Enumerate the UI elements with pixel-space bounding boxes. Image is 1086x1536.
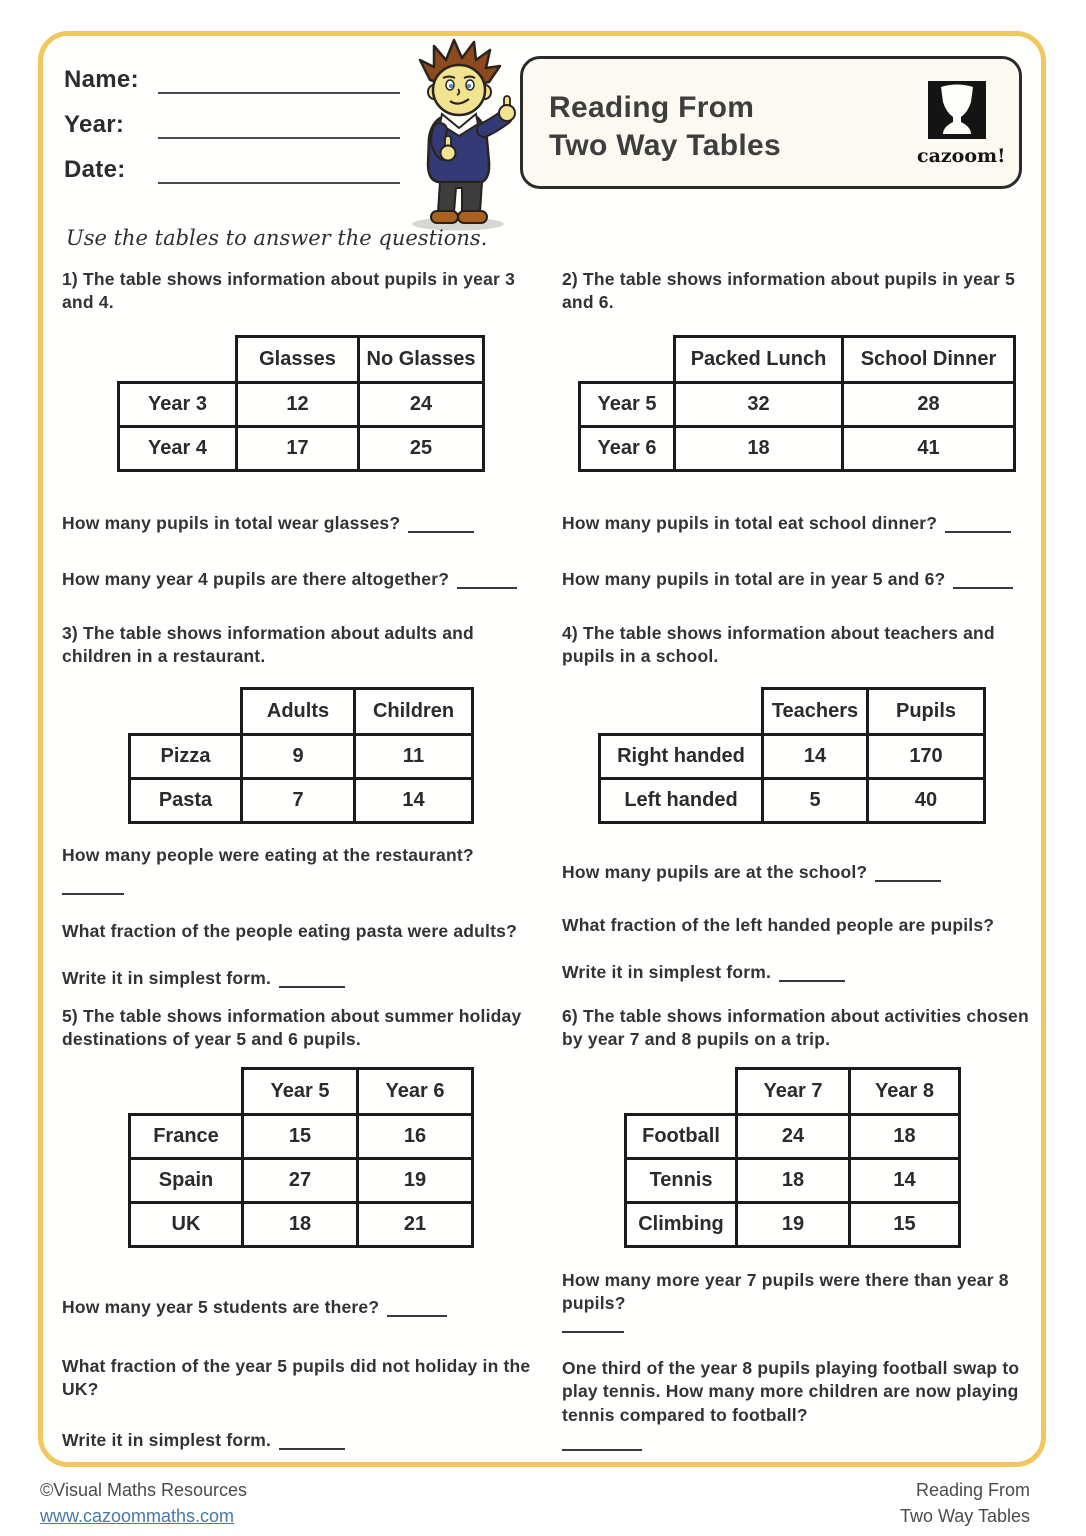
answer-blank xyxy=(279,978,345,988)
table-value-cell: 17 xyxy=(237,426,359,470)
copyright-text: ©Visual Maths Resources xyxy=(40,1480,248,1500)
table-col-header: Pupils xyxy=(868,688,985,734)
sub-question-text: How many people were eating at the restaurant? xyxy=(62,844,474,865)
table-value-cell: 14 xyxy=(355,778,473,822)
sub-question-text: Write it in simplest form. xyxy=(62,1430,272,1451)
question-block-3 xyxy=(62,622,562,990)
table-col-header: Packed Lunch xyxy=(675,336,843,382)
table-corner-cell xyxy=(119,336,237,382)
sub-question xyxy=(62,967,562,990)
date-row xyxy=(64,156,414,184)
table-value-cell: 14 xyxy=(763,734,868,778)
two-way-table-q4 xyxy=(598,687,986,824)
sub-question-text: How many year 5 students are there? xyxy=(62,1296,380,1317)
table-value-cell: 18 xyxy=(675,426,843,470)
table-col-header: Glasses xyxy=(237,336,359,382)
sub-question xyxy=(562,961,1062,984)
table-value-cell: 5 xyxy=(763,778,868,822)
date-label: Date: xyxy=(64,156,126,183)
table-row-label: Year 6 xyxy=(580,426,675,470)
table-row-label: Year 3 xyxy=(119,382,237,426)
table-value-cell: 40 xyxy=(868,778,985,822)
title-box xyxy=(520,56,1022,189)
table-row-label: Year 4 xyxy=(119,426,237,470)
name-label: Name: xyxy=(64,66,139,93)
answer-blank xyxy=(62,893,124,895)
footer-right xyxy=(900,1477,1030,1529)
sub-question xyxy=(62,568,562,591)
sub-question xyxy=(62,1296,562,1319)
footer-left xyxy=(40,1477,247,1529)
sub-question-text: How many more year 7 pupils were there than year 8 pupils? xyxy=(562,1269,1009,1313)
instruction-text: Use the tables to answer the questions. xyxy=(66,226,488,250)
sub-question-text: How many pupils in total are in year 5 and 6? xyxy=(562,568,946,589)
table-col-header: Teachers xyxy=(763,688,868,734)
table-col-header: School Dinner xyxy=(843,336,1015,382)
table-corner-cell xyxy=(580,336,675,382)
sub-question xyxy=(62,512,562,535)
sub-question xyxy=(562,512,1062,535)
table-value-cell: 12 xyxy=(237,382,359,426)
drum-icon xyxy=(928,81,986,139)
table-value-cell: 32 xyxy=(675,382,843,426)
sub-question-text: Write it in simplest form. xyxy=(62,968,272,989)
table-row-label: Pasta xyxy=(130,778,242,822)
answer-blank xyxy=(945,523,1011,533)
sub-question-text: Write it in simplest form. xyxy=(562,962,772,983)
two-way-table-q6 xyxy=(624,1067,961,1248)
two-way-table-q5 xyxy=(128,1067,474,1248)
cartoon-boy-svg xyxy=(393,34,525,232)
table-row-label: Tennis xyxy=(626,1158,737,1202)
table-col-header: Adults xyxy=(242,688,355,734)
title-line-2: Two Way Tables xyxy=(549,128,782,162)
footer-doc-title-line-2: Two Way Tables xyxy=(899,1506,1030,1527)
answer-blank xyxy=(408,523,474,533)
question-intro: 4) The table shows information about teachers and pupils in a school. xyxy=(562,623,995,667)
table-row-label: Climbing xyxy=(626,1202,737,1246)
student-id-fields xyxy=(64,66,414,201)
question-block-5 xyxy=(62,1005,562,1453)
table-row-label: UK xyxy=(130,1202,243,1246)
table-corner-cell xyxy=(600,688,763,734)
sub-question-text: What fraction of the people eating pasta were adults? xyxy=(62,920,517,941)
table-col-header: No Glasses xyxy=(359,336,484,382)
worksheet-title xyxy=(549,89,781,164)
sub-question xyxy=(62,1429,562,1452)
sub-question-text: What fraction of the left handed people are pupils? xyxy=(562,914,995,935)
answer-blank xyxy=(953,579,1013,589)
sub-question-text: How many pupils in total eat school dinner? xyxy=(562,512,938,533)
answer-blank xyxy=(279,1440,345,1450)
table-row-label: Pizza xyxy=(130,734,242,778)
date-line xyxy=(158,160,400,184)
two-way-table-q2 xyxy=(578,335,1016,472)
answer-blank xyxy=(779,972,845,982)
question-block-1 xyxy=(62,268,562,591)
table-value-cell: 18 xyxy=(243,1202,358,1246)
year-row xyxy=(64,111,414,139)
table-col-header: Year 7 xyxy=(737,1068,850,1114)
table-corner-cell xyxy=(130,688,242,734)
table-row-label: Spain xyxy=(130,1158,243,1202)
table-value-cell: 28 xyxy=(843,382,1015,426)
sub-question xyxy=(62,1355,540,1402)
table-row-label: Football xyxy=(626,1114,737,1158)
answer-blank xyxy=(562,1449,642,1451)
sub-question-text: One third of the year 8 pupils playing football swap to play tennis. How many more children are now playing tennis compared to football? xyxy=(562,1358,1020,1425)
table-row-label: Left handed xyxy=(600,778,763,822)
year-line xyxy=(158,115,400,139)
table-value-cell: 24 xyxy=(359,382,484,426)
cazoom-logo-text: cazoom! xyxy=(917,145,1006,167)
sub-question xyxy=(62,920,562,943)
question-intro: 2) The table shows information about pupils in year 5 and 6. xyxy=(562,269,1016,313)
table-value-cell: 18 xyxy=(737,1158,850,1202)
table-value-cell: 21 xyxy=(358,1202,473,1246)
question-intro: 1) The table shows information about pupils in year 3 and 4. xyxy=(62,269,516,313)
table-row-label: Year 5 xyxy=(580,382,675,426)
footer-doc-title-line-1: Reading From xyxy=(915,1480,1030,1500)
table-col-header: Children xyxy=(355,688,473,734)
answer-blank xyxy=(562,1331,624,1333)
sub-question xyxy=(562,1269,1032,1316)
table-col-header: Year 5 xyxy=(243,1068,358,1114)
sub-question xyxy=(62,844,562,867)
table-value-cell: 18 xyxy=(850,1114,960,1158)
table-value-cell: 19 xyxy=(358,1158,473,1202)
table-value-cell: 24 xyxy=(737,1114,850,1158)
question-intro: 3) The table shows information about adults and children in a restaurant. xyxy=(62,623,474,667)
sub-question-text: What fraction of the year 5 pupils did not holiday in the UK? xyxy=(62,1355,531,1400)
cazoom-logo xyxy=(917,81,1006,167)
year-label: Year: xyxy=(64,111,125,138)
table-row-label: France xyxy=(130,1114,243,1158)
table-value-cell: 15 xyxy=(243,1114,358,1158)
sub-question-text: How many pupils in total wear glasses? xyxy=(62,512,401,533)
table-corner-cell xyxy=(130,1068,243,1114)
question-block-4 xyxy=(562,622,1062,984)
table-row-label: Right handed xyxy=(600,734,763,778)
table-value-cell: 15 xyxy=(850,1202,960,1246)
answer-blank xyxy=(457,579,517,589)
question-intro: 6) The table shows information about activities chosen by year 7 and 8 pupils on a trip. xyxy=(562,1006,1029,1050)
table-value-cell: 27 xyxy=(243,1158,358,1202)
table-col-header: Year 6 xyxy=(358,1068,473,1114)
sub-question-text: How many pupils are at the school? xyxy=(562,861,868,882)
table-value-cell: 11 xyxy=(355,734,473,778)
table-value-cell: 14 xyxy=(850,1158,960,1202)
table-corner-cell xyxy=(626,1068,737,1114)
sub-question xyxy=(562,861,1062,884)
question-block-2 xyxy=(562,268,1062,591)
table-value-cell: 170 xyxy=(868,734,985,778)
name-row xyxy=(64,66,414,94)
table-value-cell: 41 xyxy=(843,426,1015,470)
sub-question xyxy=(562,914,1062,937)
title-line-1: Reading From xyxy=(549,91,755,124)
two-way-table-q1 xyxy=(117,335,485,472)
table-value-cell: 16 xyxy=(358,1114,473,1158)
table-value-cell: 25 xyxy=(359,426,484,470)
question-block-6 xyxy=(562,1005,1062,1451)
cazoommaths-link[interactable]: www.cazoommaths.com xyxy=(40,1506,235,1527)
two-way-table-q3 xyxy=(128,687,474,824)
name-line xyxy=(158,70,400,94)
table-value-cell: 19 xyxy=(737,1202,850,1246)
sub-question-text: How many year 4 pupils are there altogether? xyxy=(62,568,450,589)
answer-blank xyxy=(875,872,941,882)
answer-blank xyxy=(387,1307,447,1317)
sub-question xyxy=(562,568,1062,591)
table-col-header: Year 8 xyxy=(850,1068,960,1114)
table-value-cell: 9 xyxy=(242,734,355,778)
cartoon-boy-illustration xyxy=(393,34,525,232)
table-value-cell: 7 xyxy=(242,778,355,822)
question-intro: 5) The table shows information about summer holiday destinations of year 5 and 6 pupils. xyxy=(62,1006,522,1050)
sub-question xyxy=(562,1357,1032,1427)
